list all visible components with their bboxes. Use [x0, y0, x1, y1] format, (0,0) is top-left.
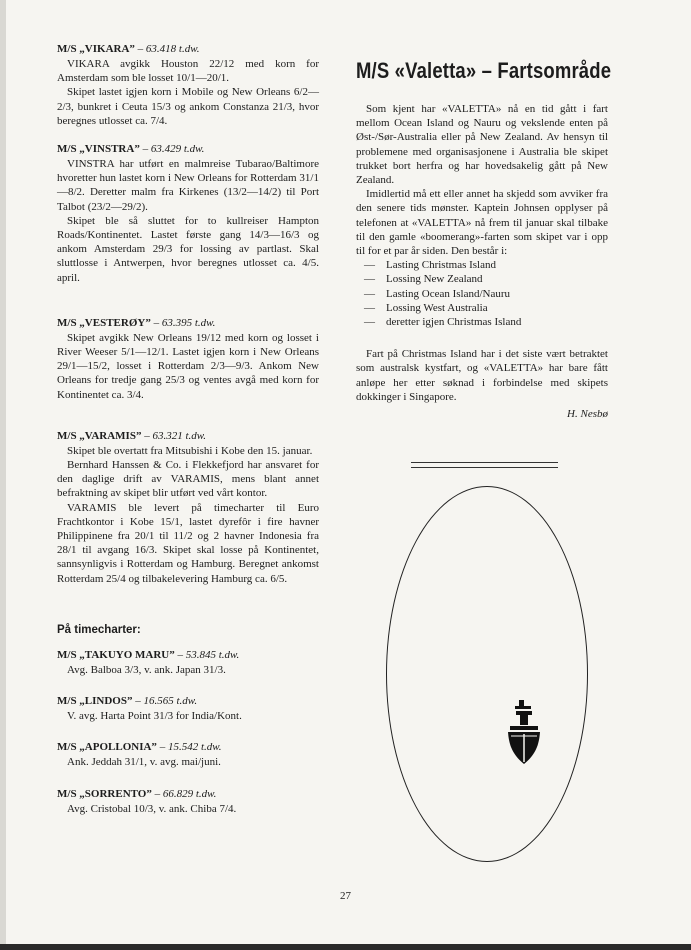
ship-dw: 63.395 t.dw.: [161, 316, 216, 329]
timecharter-line: V. avg. Harta Point 31/3 for India/Kont.: [67, 710, 242, 723]
list-item: — Lasting Christmas Island: [364, 259, 496, 272]
page-number: 27: [340, 890, 351, 902]
list-dash: —: [364, 259, 375, 272]
right-column: [356, 58, 612, 421]
paragraph: Som kjent har «VALETTA» nå en tid gått i fart mellom Ocean Island og Nauru og vekslende enten på Øst-/Sør-Australia eller på New Zealand. Av hensyn til problemene med organisasjonene i Australia ble skipet trukket bort herfra og har hovedsakelig gått på New Zealand.: [356, 103, 608, 187]
ship-icon: [504, 700, 544, 766]
ship-name: M/S „SORRENTO”: [57, 787, 152, 800]
list-dash: —: [364, 316, 375, 329]
ship-name: M/S „VINSTRA”: [57, 143, 140, 156]
timecharter-item: M/S „LINDOS” – 16.565 t.dw. V. avg. Harta Point 31/3 for India/Kont.: [57, 694, 319, 723]
ship-entry-vikara: M/S „VIKARA” – 63.418 t.dw. VIKARA avgikk Houston 22/12 med korn for Amsterdam som ble losset 10/1—20/1. Skipet lastet igjen korn i Mobile og New Orleans 6/2—2/3, bunkret i Ceuta 15/3 og ankom Constanza 21/3, hvor beregnes utlosset ca. 7/4.: [57, 43, 319, 127]
ship-name: M/S „TAKUYO MARU”: [57, 648, 175, 661]
ship-dw: 15.542 t.dw.: [167, 741, 222, 754]
ship-name: M/S „APOLLONIA”: [57, 741, 157, 754]
timecharter-line: Avg. Cristobal 10/3, v. ank. Chiba 7/4.: [67, 802, 237, 815]
list-item: — deretter igjen Christmas Island: [364, 316, 522, 329]
paragraph: Skipet ble overtatt fra Mitsubishi i Kobe den 15. januar.: [67, 444, 313, 457]
list-item: — Lossing New Zealand: [364, 273, 483, 286]
timecharter-line: Avg. Balboa 3/3, v. ank. Japan 31/3.: [67, 663, 226, 676]
timecharter-item: M/S „SORRENTO” – 66.829 t.dw. Avg. Cristobal 10/3, v. ank. Chiba 7/4.: [57, 787, 319, 816]
ship-dw: 63.321 t.dw.: [152, 429, 207, 442]
timecharter-item: M/S „APOLLONIA” – 15.542 t.dw. Ank. Jeddah 31/1, v. avg. mai/juni.: [57, 740, 319, 769]
list-dash: —: [364, 287, 375, 300]
ship-dw: 63.418 t.dw.: [145, 43, 200, 55]
list-dash: —: [364, 301, 375, 314]
ship-entry-vesteroy: M/S „VESTERØY” – 63.395 t.dw. Skipet avgikk New Orleans 19/12 med korn og losset i River Weeser 5/1—12/1. Lastet igjen korn i New Orleans 29/1—15/2, losset i Rotterdam 2/3—9/3. Ankom New Orleans for tredje gang 25/3 og ventes avgå med korn for Kontinentet ca. 3/4.: [57, 316, 319, 401]
ship-dw: 66.829 t.dw.: [162, 787, 217, 800]
paragraph: VINSTRA har utført en malmreise Tubarao/Baltimore hvoretter hun lastet korn i New Orleans for Rotterdam 31/1—8/2. Deretter malm fra Kirkenes (13/2—14/2) til Port Talbot (23/2—29/2).: [57, 158, 319, 213]
paragraph: Skipet ble så sluttet for to kullreiser Hampton Roads/Kontinentet. Lastet første gang 14/3—16/3 og ankom Amsterdam 29/3 for lossing av partlast. Skal sluttlosse i Antwerpen, hvor beregnes utlosset ca. 4/5. april.: [57, 214, 319, 284]
paragraph: VARAMIS ble levert på timecharter til Euro Frachtkontor i Kobe 15/1, lastet dyrefôr i fire havner Philippinene fra 20/1 til 11/2 og 2 havner Indonesia fra 28/1 til avgang 16/3. Skipet skal losse på Kontinentet, sannsynligvis i Rotterdam og Hamburg. Beregnet ankomst Rotterdam 25/4 og tilbakelevering Hamburg ca. 6/5.: [57, 501, 319, 585]
paragraph: Imidlertid må ett eller annet ha skjedd som avviker fra den senere tids mønster. Kaptein Johnsen opplyser på telefonen at «VALETTA» nå frem til januar skal tilbake til den gamle «boomerang»-farten som skipet var i opp til for et par år siden. Den består i:: [356, 188, 608, 258]
timecharter-line: Ank. Jeddah 31/1, v. avg. mai/juni.: [67, 756, 221, 769]
paragraph: Skipet lastet igjen korn i Mobile og New Orleans 6/2—2/3, bunkret i Ceuta 15/3 og ankom Constanza 21/3, hvor beregnes utlosset ca. 7/4.: [57, 86, 319, 127]
paragraph: Bernhard Hanssen & Co. i Flekkefjord har ansvaret for den daglige drift av VARAMIS, mens blant annet befraktning av skipet blir utført ved vårt kontor.: [57, 459, 319, 500]
ship-dw: 16.565 t.dw.: [143, 695, 198, 708]
list-item: — Lossing West Australia: [364, 301, 488, 314]
timecharter-item: M/S „TAKUYO MARU” – 53.845 t.dw. Avg. Balboa 3/3, v. ank. Japan 31/3.: [57, 648, 319, 677]
left-column: [57, 42, 319, 816]
paragraph: Fart på Christmas Island har i det siste vært betraktet som australsk kystfart, og «VALETTA» har bare fått anløpe her etter søknad i forbindelse med skipets dokkinger i Singapore.: [356, 348, 608, 403]
ship-name: M/S „VESTERØY”: [57, 316, 151, 329]
timecharter-heading: På timecharter:: [57, 623, 141, 636]
paragraph: Skipet avgikk New Orleans 19/12 med korn og losset i River Weeser 5/1—12/1. Lastet igjen korn i New Orleans 29/1—15/2, losset i Rotterdam 2/3—9/3. Ankom New Orleans for tredje gang 25/3 og ventes avgå med korn for Kontinentet ca. 3/4.: [57, 331, 319, 401]
circle-illustration: [386, 486, 588, 862]
ship-entry-vinstra: M/S „VINSTRA” – 63.429 t.dw. VINSTRA har utført en malmreise Tubarao/Baltimore hvoretter hun lastet korn i New Orleans for Rotterdam 31/1—8/2. Deretter malm fra Kirkenes (13/2—14/2) til Port Talbot (23/2—29/2). Skipet ble så sluttet for to kullreiser Hampton Roads/Kontinentet. Lastet første gang 14/3—16/3 og ankom Amsterdam 29/3 for lossing av partlast. Skal sluttlosse i Antwerpen, hvor beregnes utlosset ca. 4/5. april.: [57, 143, 319, 284]
author-signature: H. Nesbø: [567, 408, 608, 421]
timecharter-section: [57, 624, 319, 816]
scan-edge: [0, 0, 6, 950]
list-dash: —: [364, 273, 375, 286]
article-title: M/S «Valetta» – Fartsområde: [356, 58, 612, 83]
ship-dw: 53.845 t.dw.: [185, 648, 240, 661]
route-list: [356, 258, 608, 329]
ship-dw: 63.429 t.dw.: [150, 143, 205, 156]
ship-entry-varamis: M/S „VARAMIS” – 63.321 t.dw. Skipet ble overtatt fra Mitsubishi i Kobe den 15. januar. Bernhard Hanssen & Co. i Flekkefjord har ansvaret for den daglige drift av VARAMIS, mens blant annet befraktning av skipet blir utført ved vårt kontor. VARAMIS ble levert på timecharter til Euro Frachtkontor i Kobe 15/1, lastet dyrefôr i fire havner Philippinene fra 20/1 til 11/2 og 2 havner Indonesia fra 28/1 til avgang 16/3. Skipet skal losse på Kontinentet, sannsynligvis i Rotterdam og Hamburg. Beregnet ankomst Rotterdam 25/4 og tilbakelevering Hamburg ca. 6/5.: [57, 429, 319, 585]
paragraph: VIKARA avgikk Houston 22/12 med korn for Amsterdam som ble losset 10/1—20/1.: [57, 58, 319, 85]
ship-name: M/S „LINDOS”: [57, 695, 133, 708]
ship-name: M/S „VIKARA”: [57, 43, 135, 55]
list-item: — Lasting Ocean Island/Nauru: [364, 287, 511, 300]
scan-bottom-edge: [0, 944, 691, 950]
ship-name: M/S „VARAMIS”: [57, 429, 142, 442]
double-rule-divider: [411, 462, 558, 468]
